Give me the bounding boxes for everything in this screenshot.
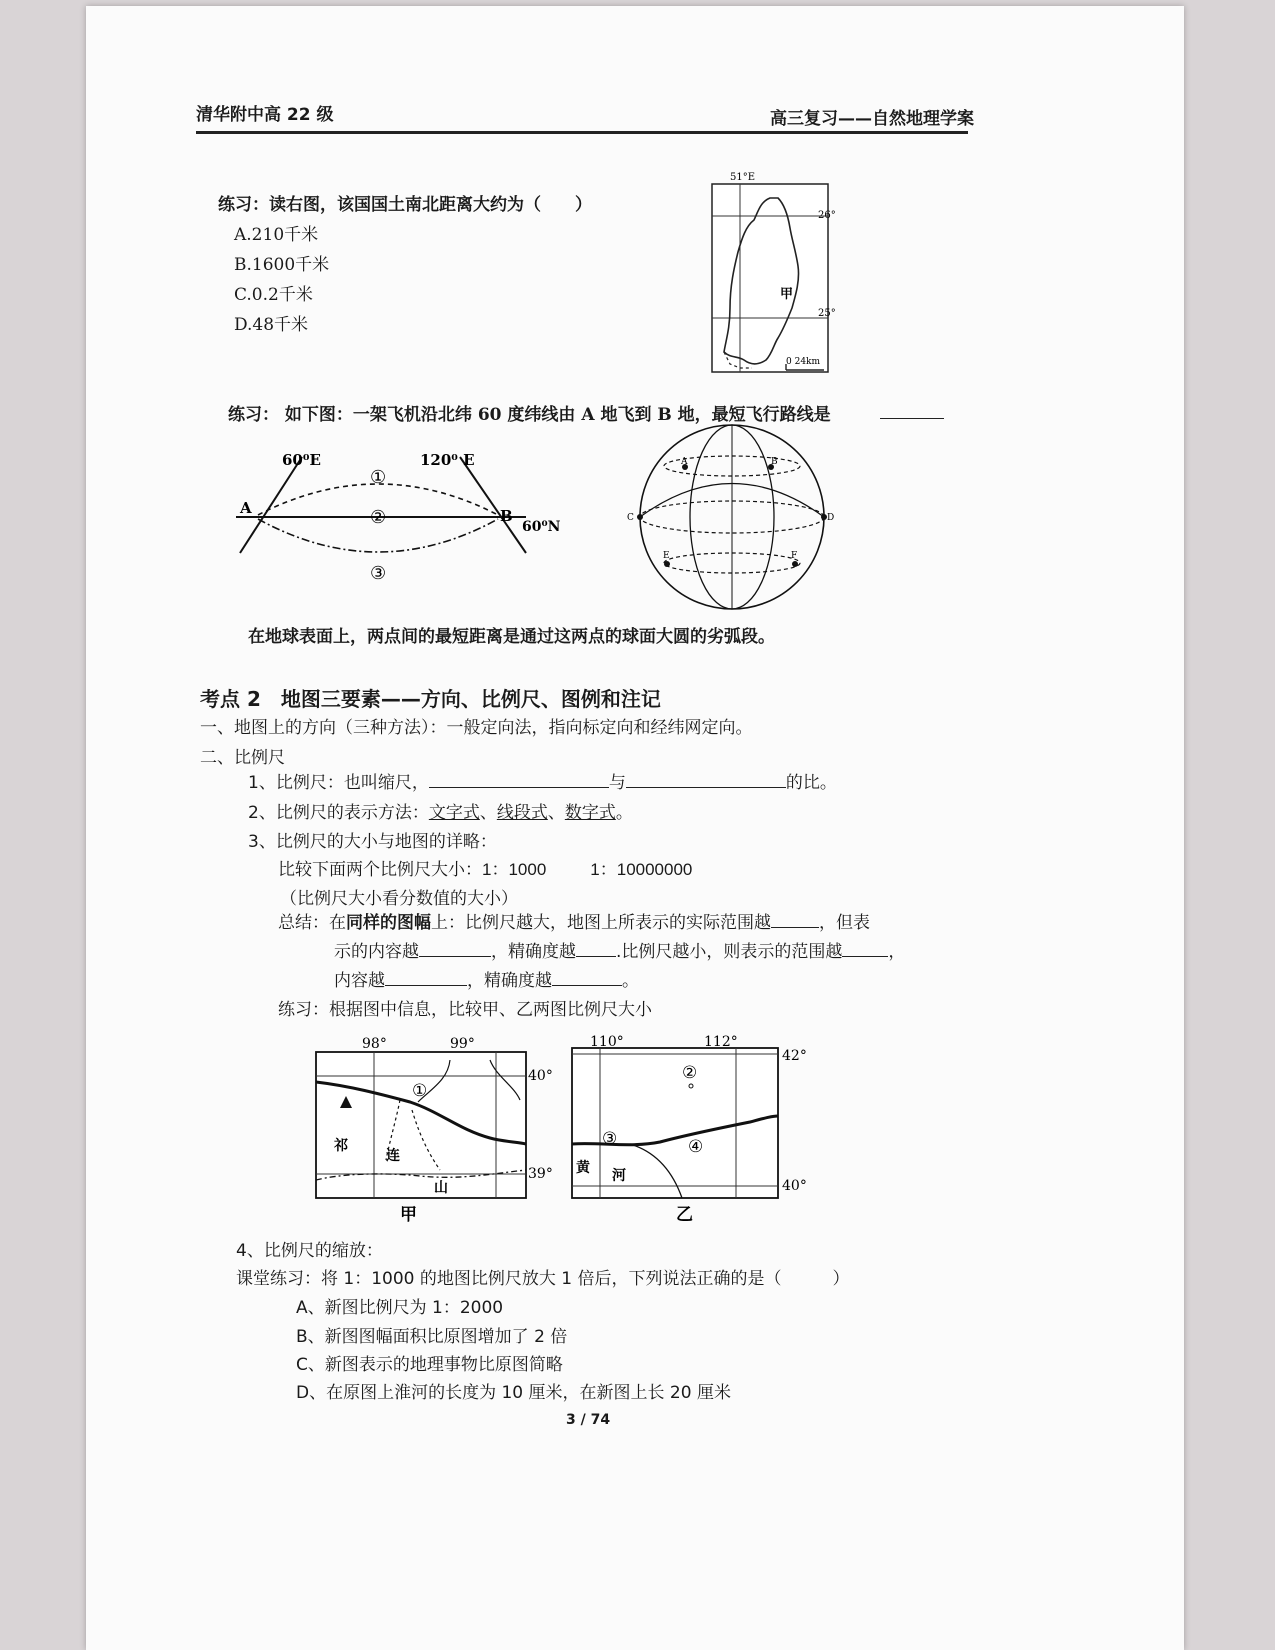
yi-word-2: 河 bbox=[612, 1168, 626, 1184]
jia-word-2: 连 bbox=[386, 1148, 400, 1164]
item1-blank-2[interactable] bbox=[626, 769, 786, 788]
map-lon-label: 51°E bbox=[730, 172, 756, 183]
ex1-option-a: A.210千米 bbox=[234, 225, 319, 245]
scale-item4: 4、比例尺的缩放： bbox=[236, 1241, 383, 1261]
yi-lon2: 112° bbox=[704, 1034, 738, 1050]
globe-label-a: A bbox=[681, 457, 688, 467]
scale-note: （比例尺大小看分数值的大小） bbox=[280, 889, 518, 909]
yi-point-4: ④ bbox=[688, 1137, 704, 1157]
page-number: 3 / 74 bbox=[566, 1412, 611, 1428]
ex2-question: 练习： 如下图：一架飞机沿北纬 60 度纬线由 A 地飞到 B 地，最短飞行路线是 bbox=[228, 405, 831, 425]
jia-word-1: 祁 bbox=[334, 1138, 348, 1154]
ex1-option-d: D.48千米 bbox=[234, 315, 309, 335]
ex2-conclusion: 在地球表面上，两点间的最短距离是通过这两点的球面大圆的劣弧段。 bbox=[248, 627, 775, 647]
summary-blank-2[interactable] bbox=[419, 938, 491, 957]
ex1-question: 练习：读右图，该国国土南北距离大约为（ ） bbox=[218, 195, 592, 215]
jia-lat2: 39° bbox=[528, 1166, 553, 1182]
jia-lat1: 40° bbox=[528, 1068, 553, 1084]
jia-point-1: ① bbox=[412, 1081, 428, 1101]
jia-word-3: 山 bbox=[434, 1180, 448, 1196]
jia-lon1: 98° bbox=[362, 1036, 387, 1052]
direction-text: 一、地图上的方向（三种方法）：一般定向法，指向标定向和经纬网定向。 bbox=[200, 718, 753, 738]
summary-blank-5[interactable] bbox=[385, 967, 467, 986]
globe-label-c: C bbox=[627, 513, 634, 523]
header-rule bbox=[196, 131, 968, 134]
route-1-label: ① bbox=[370, 467, 387, 488]
ex3-question: 练习：根据图中信息，比较甲、乙两图比例尺大小 bbox=[278, 1000, 652, 1020]
header-right: 高三复习——自然地理学案 bbox=[770, 109, 974, 129]
map-lat-bottom: 25° bbox=[818, 308, 836, 319]
map-scale-label: 0 24km bbox=[786, 357, 821, 367]
yi-point-3: ③ bbox=[602, 1129, 618, 1149]
map-jia bbox=[300, 1030, 570, 1225]
globe-diagram bbox=[625, 420, 840, 615]
yi-lon1: 110° bbox=[590, 1034, 624, 1050]
scale-item1: 1、比例尺：也叫缩尺， 与 的比。 bbox=[248, 768, 837, 793]
header-left: 清华附中高 22 级 bbox=[196, 105, 334, 125]
summary-line3: 内容越 ，精确度越 。 bbox=[334, 966, 639, 991]
yi-point-2: ② bbox=[682, 1063, 698, 1083]
ex1-option-c: C.0.2千米 bbox=[234, 285, 313, 305]
map-region-label: 甲 bbox=[780, 287, 794, 302]
scale-heading: 二、比例尺 bbox=[200, 748, 285, 768]
globe-label-b: B bbox=[771, 457, 778, 467]
point-a-label: A bbox=[240, 499, 252, 517]
jia-caption: 甲 bbox=[400, 1205, 417, 1225]
lon-60e-label: 60⁰E bbox=[282, 451, 321, 469]
lon-120e-label: 120⁰ E bbox=[420, 451, 475, 469]
yi-lat1: 42° bbox=[782, 1048, 807, 1064]
route-2-label: ② bbox=[370, 507, 387, 528]
lat-60n-label: 60⁰N bbox=[522, 519, 561, 535]
yi-caption: 乙 bbox=[676, 1205, 693, 1225]
summary-blank-3[interactable] bbox=[576, 938, 616, 957]
practice-option-d: D、在原图上淮河的长度为 10 厘米，在新图上长 20 厘米 bbox=[296, 1383, 731, 1403]
jia-lon2: 99° bbox=[450, 1036, 475, 1052]
scale-compare: 比较下面两个比例尺大小：1：1000 1：10000000 bbox=[278, 860, 693, 880]
country-map bbox=[700, 168, 860, 378]
practice-option-b: B、新图图幅面积比原图增加了 2 倍 bbox=[296, 1327, 568, 1347]
item1-blank-1[interactable] bbox=[429, 769, 609, 788]
section2-title: 考点 2 地图三要素——方向、比例尺、图例和注记 bbox=[200, 687, 661, 711]
ex2-answer-blank[interactable] bbox=[880, 400, 944, 419]
map-yi bbox=[560, 1030, 820, 1225]
practice-option-a: A、新图比例尺为 1：2000 bbox=[296, 1298, 504, 1318]
practice-option-c: C、新图表示的地理事物比原图简略 bbox=[296, 1355, 563, 1375]
route-diagram bbox=[230, 445, 570, 595]
summary-blank-6[interactable] bbox=[552, 967, 622, 986]
summary-blank-1[interactable] bbox=[771, 909, 819, 928]
scale-item2: 2、比例尺的表示方法：文字式、线段式、数字式。 bbox=[248, 803, 633, 823]
scale-item3: 3、比例尺的大小与地图的详略： bbox=[248, 832, 497, 852]
ex1-option-b: B.1600千米 bbox=[234, 255, 330, 275]
globe-label-e: E bbox=[663, 551, 670, 561]
globe-label-d: D bbox=[827, 513, 835, 523]
yi-lat2: 40° bbox=[782, 1178, 807, 1194]
point-b-label: B bbox=[500, 507, 513, 525]
globe-label-f: F bbox=[791, 551, 798, 561]
practice-question: 课堂练习：将 1：1000 的地图比例尺放大 1 倍后，下列说法正确的是（ ） bbox=[236, 1269, 850, 1289]
yi-word-1: 黄 bbox=[576, 1160, 590, 1176]
map-lat-top: 26° bbox=[818, 210, 836, 221]
summary-line2: 示的内容越 ，精确度越 .比例尺越小，则表示的范围越 ， bbox=[334, 937, 905, 962]
summary-line1: 总结：在同样的图幅上：比例尺越大，地图上所表示的实际范围越 ，但表 bbox=[278, 908, 870, 933]
summary-blank-4[interactable] bbox=[842, 938, 888, 957]
route-3-label: ③ bbox=[370, 563, 387, 584]
